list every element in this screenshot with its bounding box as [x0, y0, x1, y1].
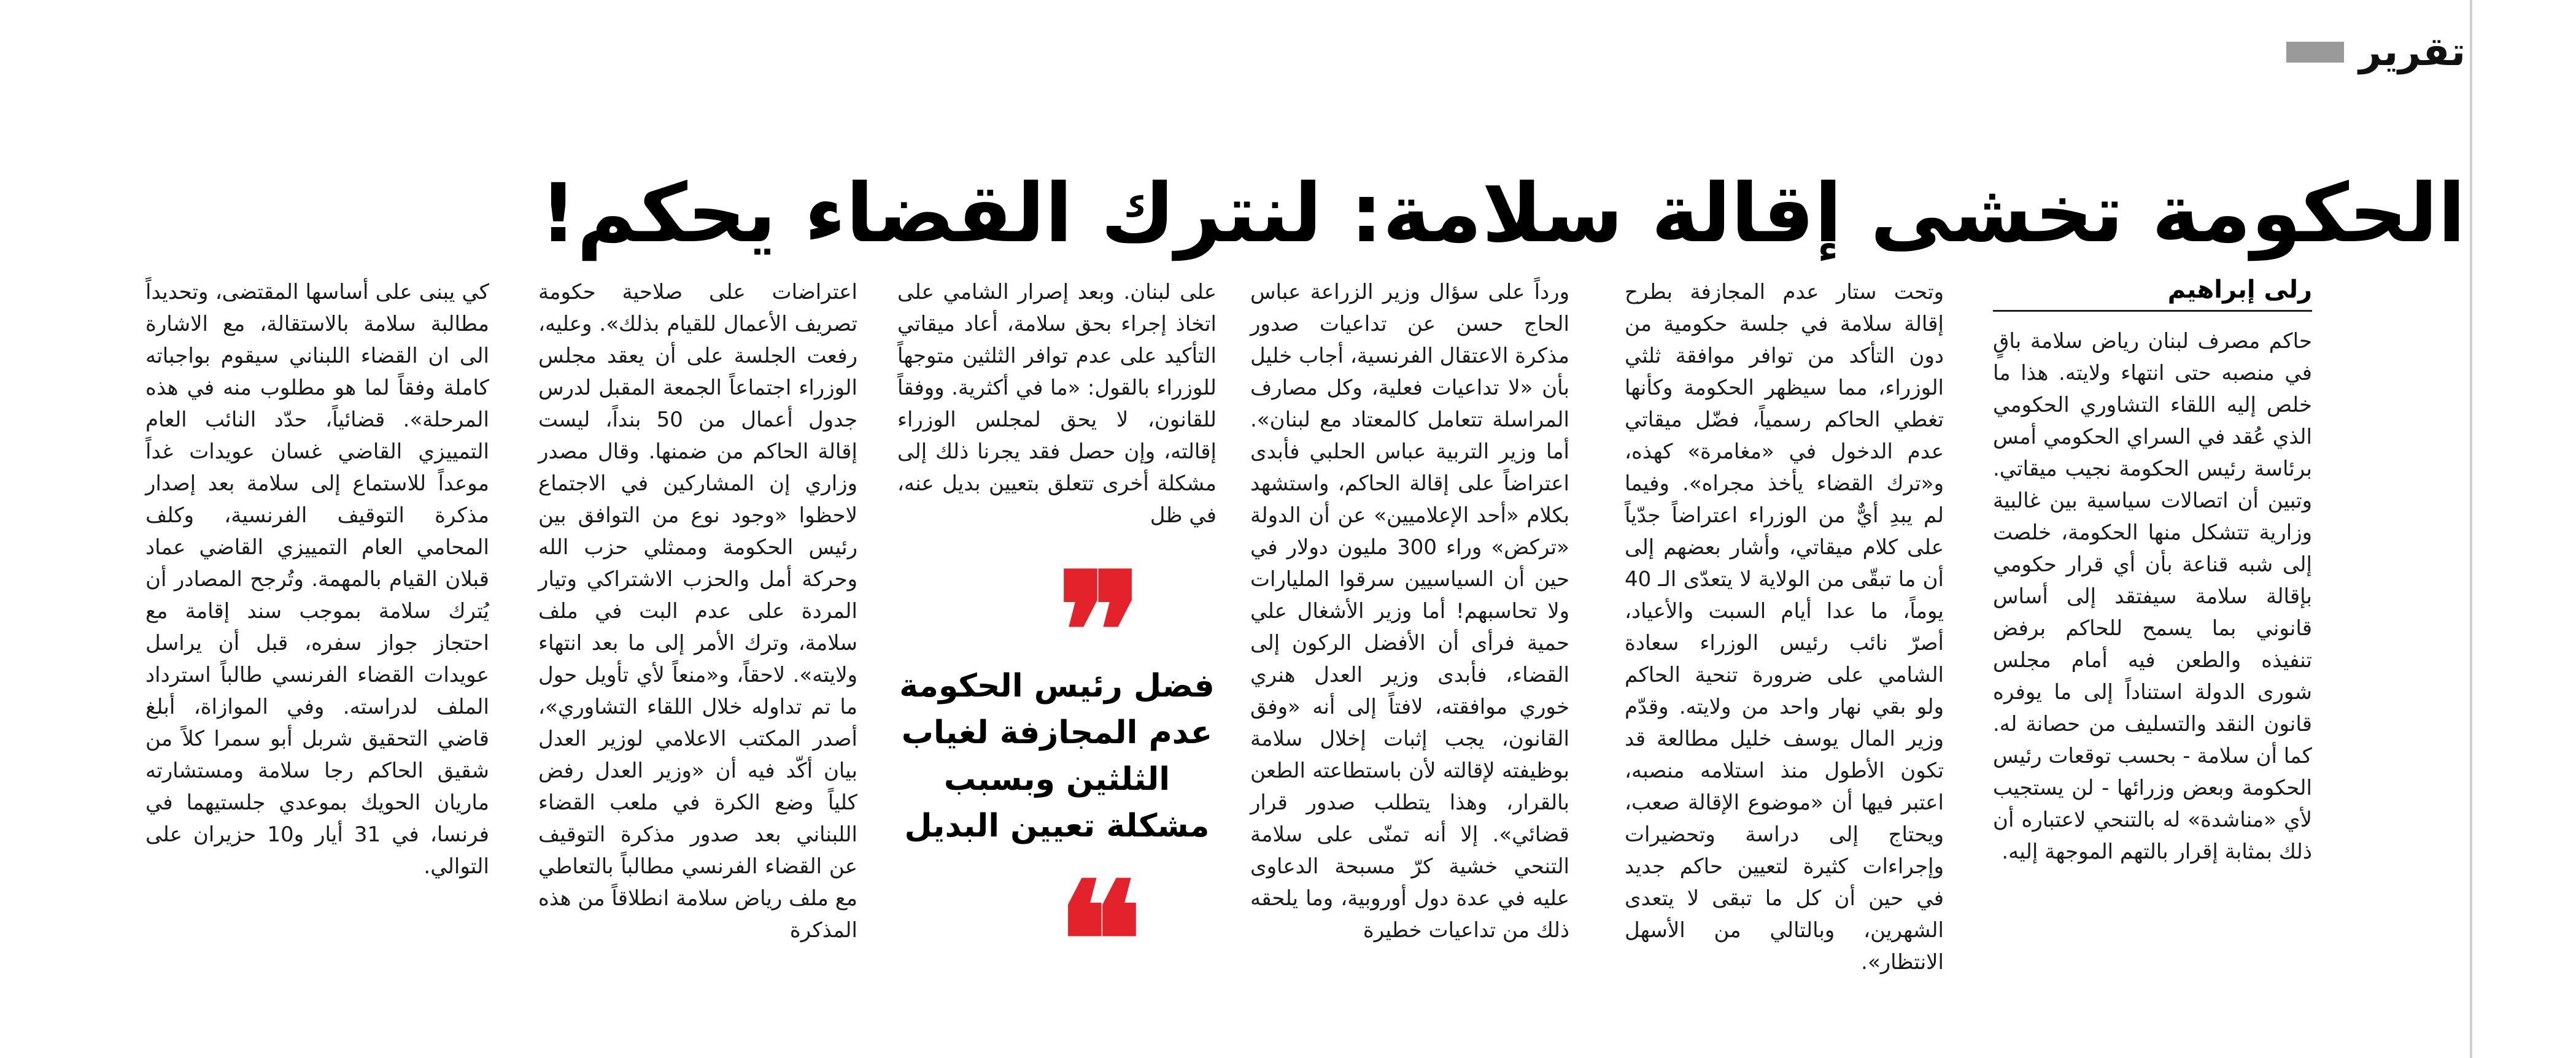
article-column-3 [1250, 276, 1569, 946]
page-edge-rule [2470, 0, 2472, 1058]
section-label-text: تقرير [2359, 29, 2466, 75]
column-2-text: وتحت ستار عدم المجازفة بطرح إقالة سلامة في جلسة حكومية من دون التأكد من توافر موافقة ثلثي الوزراء، مما سيظهر الحكومة وكأنها تغطي الحاكم رسمياً، فضّل ميقاتي عدم الدخول في «مغامرة» كهذه، و«ترك القضاء يأخذ مجراه». وفيما لم يبدِ أيٌّ من الوزراء اعتراضاً جدّياً على كلام ميقاتي، وأشار بعضهم إلى أن ما تبقّى من الولاية لا يتعدّى الـ 40 يوماً، ما عدا أيام السبت والأعياد، أصرّ نائب رئيس الوزراء سعادة الشامي على ضرورة تنحية الحاكم ولو بقي نهار واحد من ولايته. وقدّم وزير المال يوسف خليل مطالعة قد تكون الأطول منذ استلامه منصبه، اعتبر فيها أن «موضوع الإقالة صعب، ويحتاج إلى دراسة وتحضيرات وإجراءات كثيرة لتعيين حاكم جديد في حين أن كل ما تبقى لا يتعدى الشهرين، وبالتالي من الأسهل الانتظار». [1625, 280, 1944, 975]
quote-close-icon: ❝ [1057, 848, 1143, 1035]
column-1-text: حاكم مصرف لبنان رياض سلامة باقٍ في منصبه حتى انتهاء ولايته. هذا ما خلص إليه اللقاء التشاوري الحكومي الذي عُقد في السراي الحكومي أمس برئاسة رئيس الحكومة نجيب ميقاتي. وتبين أن اتصالات سياسية بين غالبية وزارية تتشكل منها الحكومة، خلصت إلى شبه قناعة بأن أي قرار حكومي بإقالة سلامة سيفتقد إلى أساس قانوني بما يسمح للحاكم برفض تنفيذه والطعن فيه أمام مجلس شورى الدولة استناداً إلى ما يوفره قانون النقد والتسليف من حصانة له. كما أن سلامة - بحسب توقعات رئيس الحكومة وبعض وزرائها - لن يستجيب لأي «مناشدة» له بالتنحي لاعتباره أن ذلك بمثابة إقرار بالتهم الموجهة إليه. [1993, 329, 2312, 864]
article-column-4 [897, 276, 1216, 531]
byline-divider [1993, 310, 2312, 312]
column-3-text: ورداً على سؤال وزير الزراعة عباس الحاج حسن عن تداعيات صدور مذكرة الاعتقال الفرنسية، أجاب خليل بأن «لا تداعيات فعلية، وكل مصارف المراسلة تتعامل كالمعتاد مع لبنان». أما وزير التربية عباس الحلبي فأبدى اعتراضاً على إقالة الحاكم، واستشهد بكلام «أحد الإعلاميين» عن أن الدولة «تركض» وراء 300 مليون دولار في حين أن السياسيين سرقوا المليارات ولا تحاسبهم! أما وزير الأشغال علي حمية فرأى أن الأفضل الركون إلى القضاء، فأبدى وزير العدل هنري خوري موافقته، لافتاً إلى أنه «وفق القانون، يجب إثبات إخلال سلامة بوظيفته لإقالته لأن باستطاعته الطعن بالقرار، وهذا يتطلب صدور قرار قضائي». إلا أنه تمنّى على سلامة التنحي خشية كرّ مسبحة الدعاوى عليه في عدة دول أوروبية، وما يلحقه ذلك من تداعيات خطيرة [1250, 280, 1569, 943]
column-5-text: اعتراضات على صلاحية حكومة تصريف الأعمال للقيام بذلك». وعليه، رفعت الجلسة على أن يعقد مجلس الوزراء اجتماعاً الجمعة المقبل لدرس جدول أعمال من 50 بنداً، ليست إقالة الحاكم من ضمنها. وقال مصدر وزاري إن المشاركين في الاجتماع لاحظوا «وجود نوع من التوافق بين رئيس الحكومة وممثلي حزب الله وحركة أمل والحزب الاشتراكي وتيار المردة على عدم البت في ملف سلامة، وترك الأمر إلى ما بعد انتهاء ولايته». لاحقاً، و«منعاً لأي تأويل حول ما تم تداوله خلال اللقاء التشاوري»، أصدر المكتب الاعلامي لوزير العدل بيان أكّد فيه أن «وزير العدل رفض كلياً وضع الكرة في ملعب القضاء اللبناني بعد صدور مذكرة التوقيف عن القضاء الفرنسي مطالباً بالتعاطي مع ملف رياض سلامة انطلاقاً من هذه المذكرة [538, 280, 857, 943]
pull-quote-text: فضل رئيس الحكومة عدم المجازفة لغياب الثلثين وبسبب مشكلة تعيين البديل [899, 668, 1215, 844]
section-label-bar [2286, 42, 2344, 63]
article-column-6 [145, 276, 489, 882]
quote-open-icon: ❞ [1057, 538, 1143, 725]
article-byline: رلى إبراهيم [2167, 276, 2312, 304]
article-column-5 [538, 276, 857, 946]
article-column-1 [1993, 325, 2312, 868]
column-4-text: على لبنان. وبعد إصرار الشامي على اتخاذ إجراء بحق سلامة، أعاد ميقاتي التأكيد على عدم توافر الثلثين متوجهاً للوزراء بالقول: «ما في أكثرية. ووفقاً للقانون، لا يحق لمجلس الوزراء إقالته، وإن حصل فقد يجرنا ذلك إلى مشكلة أخرى تتعلق بتعيين بديل عنه، في ظل [897, 280, 1216, 528]
article-headline: الحكومة تخشى إقالة سلامة: لنترك القضاء يحكم! [540, 166, 2466, 261]
column-6-text: كي يبنى على أساسها المقتضى، وتحديداً مطالبة سلامة بالاستقالة، مع الاشارة الى ان القضاء اللبناني سيقوم بواجباته كاملة وفقاً لما هو مطلوب منه في هذه المرحلة». قضائياً، حدّد النائب العام التمييزي القاضي غسان عويدات غداً موعداً للاستماع إلى سلامة بعد إصدار مذكرة التوقيف الفرنسية، وكلف المحامي العام التمييزي القاضي عماد قبلان القيام بالمهمة. وتُرجح المصادر أن يُترك سلامة بموجب سند إقامة مع احتجاز جواز سفره، قبل أن يراسل عويدات القضاء الفرنسي طالباً استرداد الملف لدراسته. وفي الموازاة، أبلغ قاضي التحقيق شربل أبو سمرا كلاً من شقيق الحاكم رجا سلامة ومستشارته ماريان الحويك بموعدي جلستيهما في فرنسا، في 31 أيار و10 حزيران على التوالي. [145, 280, 489, 879]
pull-quote [897, 538, 1216, 1035]
article-column-2 [1625, 276, 1944, 978]
section-label [2286, 25, 2466, 80]
